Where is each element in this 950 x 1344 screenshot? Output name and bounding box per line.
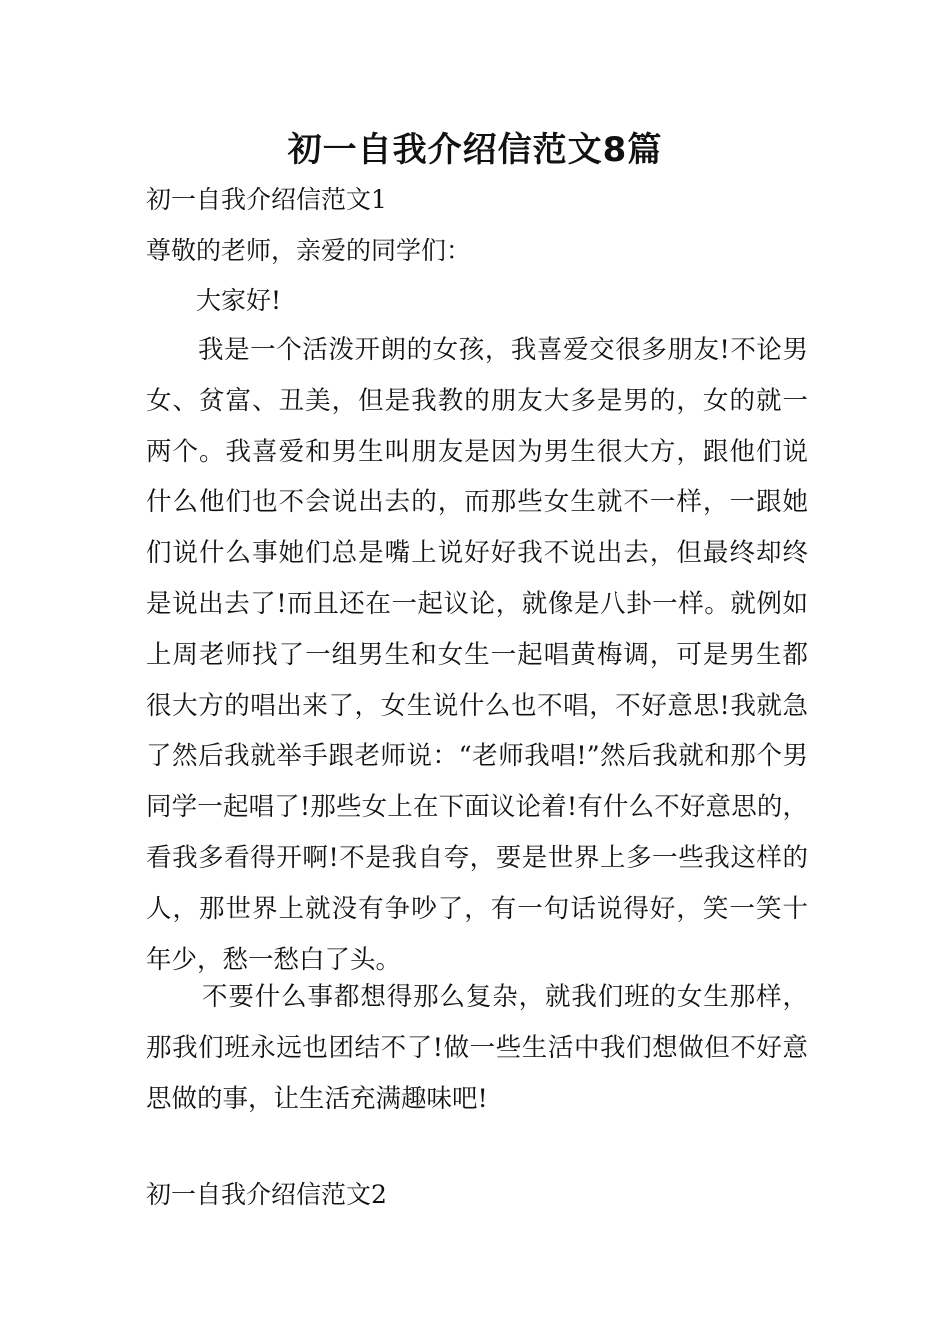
section-heading-1: 初一自我介绍信范文1	[146, 185, 387, 214]
document-title: 初一自我介绍信范文8篇	[287, 130, 663, 170]
section-heading-2: 初一自我介绍信范文2	[146, 1180, 387, 1209]
body-paragraph-2: 不要什么事都想得那么复杂，就我们班的女生那样，那我们班永远也团结不了!做一些生活中我们想做但不好意思做的事，让生活充满趣味吧!	[146, 982, 808, 1114]
greeting: 大家好!	[196, 286, 282, 315]
salutation: 尊敬的老师，亲爱的同学们：	[146, 236, 472, 265]
body-paragraph-1: 我是一个活泼开朗的女孩，我喜爱交很多朋友!不论男女、贫富、丑美，但是我教的朋友大多是男的，女的就一两个。我喜爱和男生叫朋友是因为男生很大方，跟他们说什么他们也不会说出去的，而那些女生就不一样，一跟她们说什么事她们总是嘴上说好好我不说出去，但最终却终是说出去了!而且还在一起议论，就像是八卦一样。就例如上周老师找了一组男生和女生一起唱黄梅调，可是男生都很大方的唱出来了，女生说什么也不唱，不好意思!我就急了然后我就举手跟老师说：“老师我唱!”然后我就和那个男同学一起唱了!那些女上在下面议论着!有什么不好意思的，看我多看得开啊!不是我自夸，要是世界上多一些我这样的人，那世界上就没有争吵了，有一句话说得好，笑一笑十年少，愁一愁白了头。	[146, 335, 808, 975]
